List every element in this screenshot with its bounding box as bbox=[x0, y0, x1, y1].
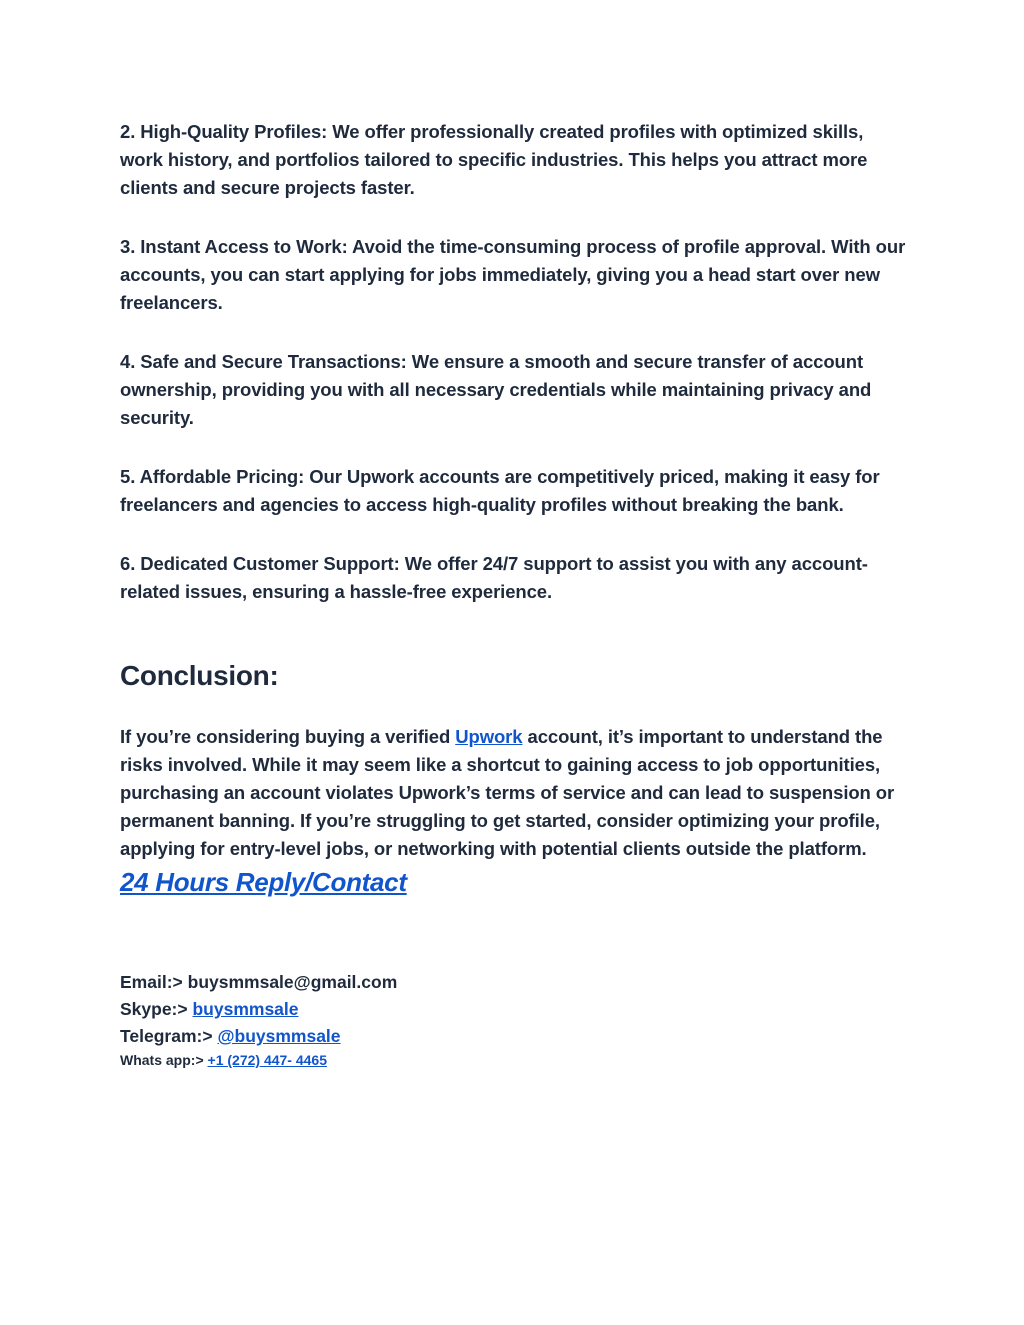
telegram-link[interactable]: @buysmmsale bbox=[217, 1026, 341, 1046]
paragraph-high-quality-profiles: 2. High-Quality Profiles: We offer professionally created profiles with optimized skills, work history, and portfolios tailored to specific industries. This helps you attract more clients and secure projects faster. bbox=[120, 121, 868, 198]
telegram-label: Telegram:> bbox=[120, 1026, 213, 1046]
skype-label: Skype:> bbox=[120, 999, 188, 1019]
upwork-link[interactable]: Upwork bbox=[455, 726, 523, 747]
paragraph-affordable-pricing: 5. Affordable Pricing: Our Upwork accounts are competitively priced, making it easy for freelancers and agencies to access high-quality profiles without breaking the bank. bbox=[120, 466, 880, 515]
skype-line bbox=[120, 996, 910, 1023]
conclusion-paragraph bbox=[120, 723, 910, 863]
email-line bbox=[120, 969, 910, 996]
document-page bbox=[120, 118, 910, 1070]
conclusion-heading: Conclusion: bbox=[120, 660, 279, 691]
contact-heading-link[interactable]: 24 Hours Reply/Contact bbox=[120, 867, 407, 897]
paragraph-customer-support: 6. Dedicated Customer Support: We offer 24/7 support to assist you with any account-related issues, ensuring a hassle-free experience. bbox=[120, 553, 868, 602]
paragraph-safe-transactions: 4. Safe and Secure Transactions: We ensure a smooth and secure transfer of account ownership, providing you with all necessary credentials while maintaining privacy and security. bbox=[120, 351, 872, 428]
conclusion-text-before: If you’re considering buying a verified bbox=[120, 726, 456, 747]
telegram-line bbox=[120, 1023, 910, 1050]
email-label: Email:> bbox=[120, 972, 183, 992]
whatsapp-line bbox=[120, 1050, 910, 1070]
whatsapp-label: Whats app:> bbox=[120, 1052, 204, 1068]
email-value: buysmmsale@gmail.com bbox=[187, 972, 398, 992]
skype-link[interactable]: buysmmsale bbox=[192, 999, 299, 1019]
paragraph-instant-access: 3. Instant Access to Work: Avoid the time-consuming process of profile approval. With our accounts, you can start applying for jobs immediately, giving you a head start over new freelancers. bbox=[120, 236, 906, 313]
whatsapp-link[interactable]: +1 (272) 447- 4465 bbox=[207, 1052, 327, 1068]
contact-block bbox=[120, 969, 910, 1070]
conclusion-text-after: account, it’s important to understand the risks involved. While it may seem like a shortcut to gaining access to job opportunities, purchasing an account violates Upwork’s terms of service and can lead to suspension or permanent banning. If you’re struggling to get started, consider optimizing your profile, applying for entry-level jobs, or networking with potential clients outside the platform. bbox=[120, 726, 895, 859]
